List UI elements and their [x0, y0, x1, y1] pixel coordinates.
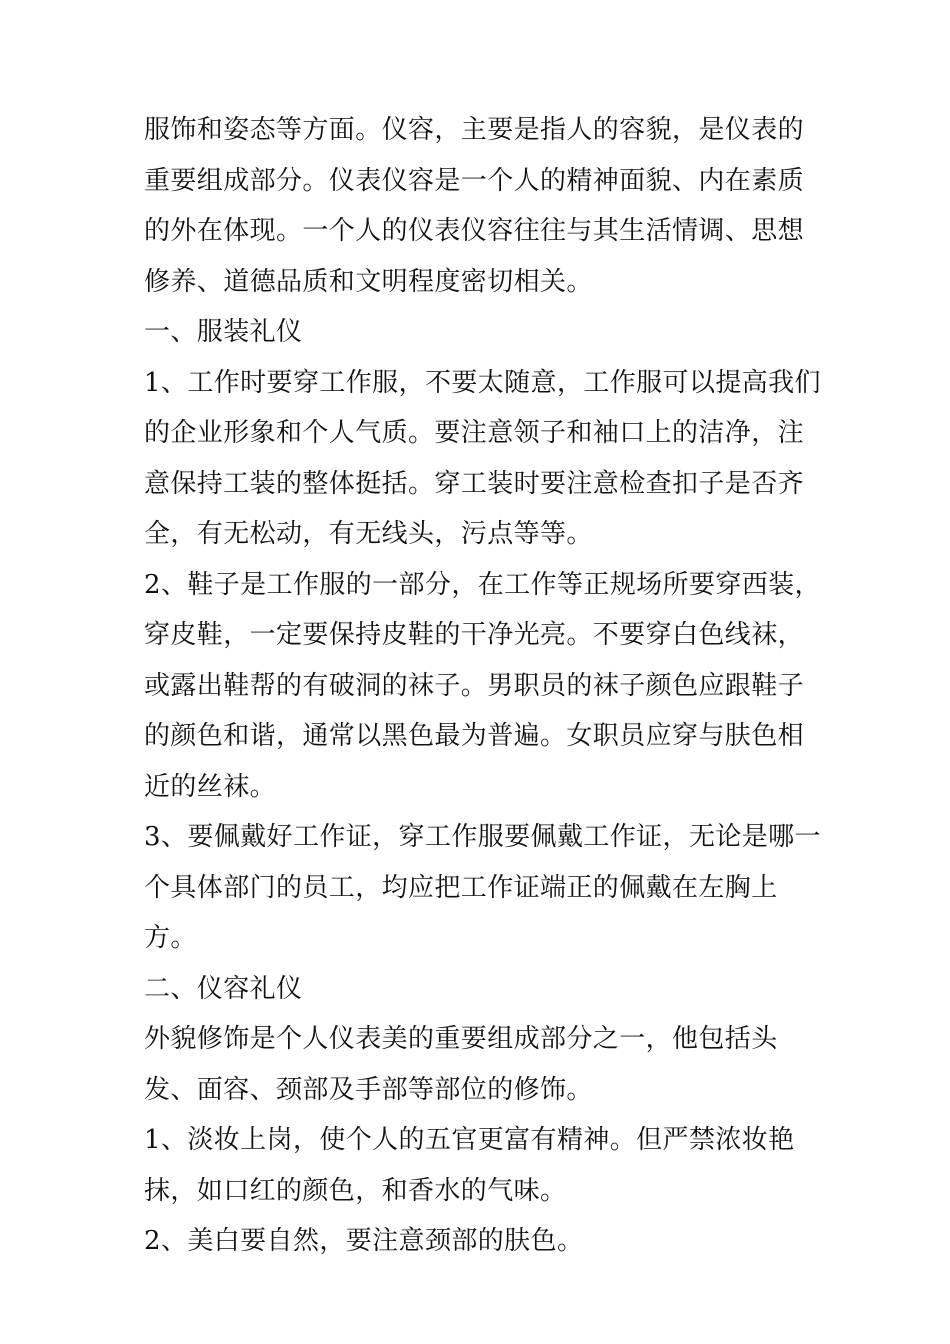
paragraph-intro: 服饰和姿态等方面。仪容，主要是指人的容貌，是仪表的重要组成部分。仪表仪容是一个人的精神面貌、内在素质的外在体现。一个人的仪表仪容往往与其生活情调、思想修养、道德品质和文明程度密切相关。	[144, 115, 805, 297]
paragraph-makeup: 1、淡妆上岗，使个人的五官更富有精神。但严禁浓妆艳抹，如口红的颜色，和香水的气味。	[144, 1125, 795, 1206]
paragraph-appearance-intro: 外貌修饰是个人仪表美的重要组成部分之一，他包括头发、面容、颈部及手部等部位的修饰。	[144, 1024, 778, 1105]
paragraph-shoes: 2、鞋子是工作服的一部分，在工作等正规场所要穿西装，穿皮鞋，一定要保持皮鞋的干净光亮。不要穿白色线袜，或露出鞋帮的有破洞的袜子。男职员的袜子颜色应跟鞋子的颜色和谐，通常以黑色最为普遍。女职员应穿与肤色相近的丝袜。	[144, 569, 821, 802]
heading-appearance-etiquette: 二、仪容礼仪	[144, 973, 303, 1004]
document-body	[144, 105, 824, 1267]
paragraph-whitening: 2、美白要自然，要注意颈部的肤色。	[144, 1226, 584, 1256]
paragraph-workwear: 1、工作时要穿工作服，不要太随意，工作服可以提高我们的企业形象和个人气质。要注意领子和袖口上的洁净，注意保持工装的整体挺括。穿工装时要注意检查扣子是否齐全，有无松动，有无线头，污点等等。	[144, 367, 821, 549]
heading-clothing-etiquette: 一、服装礼仪	[144, 317, 303, 347]
paragraph-badge: 3、要佩戴好工作证，穿工作服要佩戴工作证，无论是哪一个具体部门的员工，均应把工作证端正的佩戴在左胸上方。	[144, 822, 821, 953]
